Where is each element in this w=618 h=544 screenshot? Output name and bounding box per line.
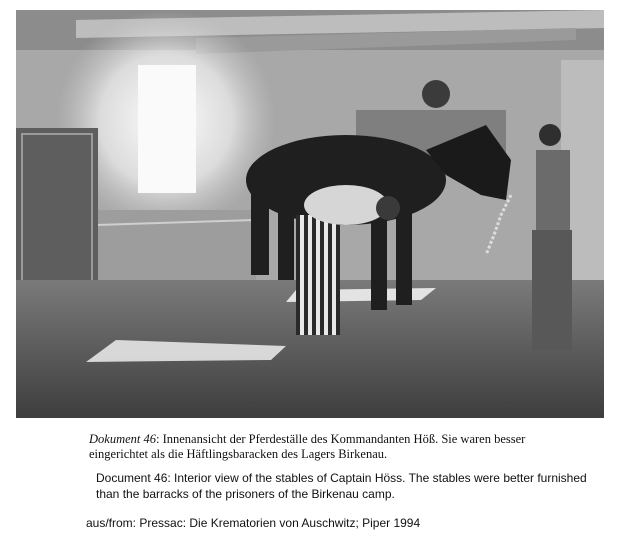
- caption-english: Document 46: Interior view of the stables of Captain Höss. The stables were better furnished than the barracks of the prisoners of the Birkenau camp.: [96, 471, 587, 501]
- caption-german-lead: Dokument 46: [89, 432, 156, 446]
- standing-man: [532, 124, 572, 350]
- source-citation: aus/from: Pressac: Die Krematorien von Auschwitz; Piper 1994: [86, 516, 421, 530]
- caption-german: [89, 432, 549, 462]
- window-icon: [138, 65, 196, 193]
- caption-german-text: : Innenansicht der Pferdeställe des Kommandanten Höß. Sie waren besser eingerichtet als die Häftlingsbaracken des Lagers Birkenau.: [89, 432, 526, 461]
- stable-photo: [16, 10, 604, 418]
